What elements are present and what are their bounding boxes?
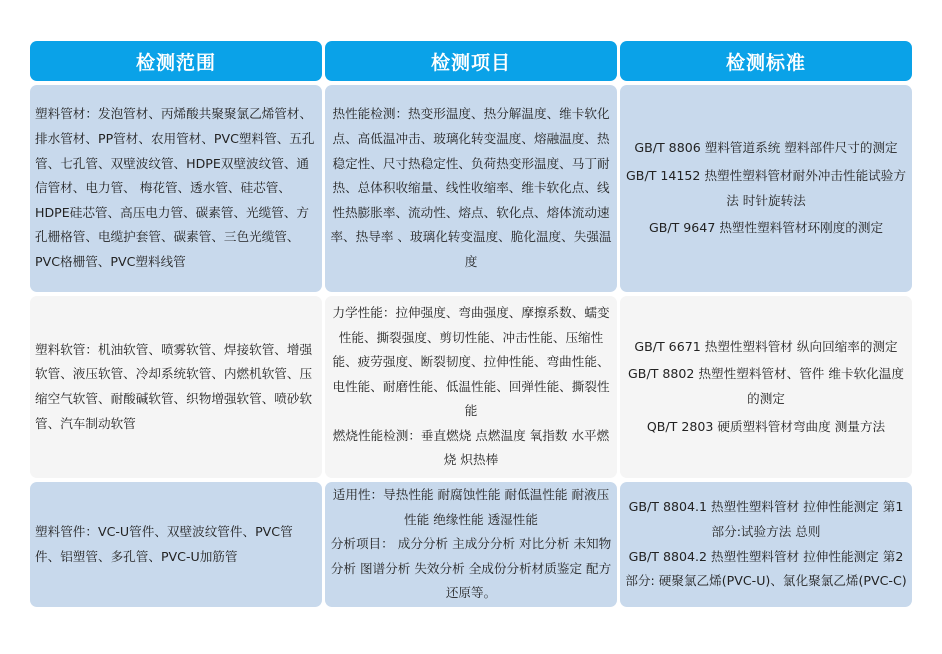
row2-scope-cell bbox=[30, 296, 322, 478]
row3-scope-cell bbox=[30, 482, 322, 607]
row3-item-1: 分析项目： 成分分析 主成分分析 对比分析 未知物分析 图谱分析 失效分析 全成份分析材质鉴定 配方还原等。 bbox=[330, 536, 612, 601]
row3-standard-1: GB/T 8804.2 热塑性塑料管材 拉伸性能测定 第2部分: 硬聚氯乙烯(PVC-U)、氯化聚氯乙烯(PVC-C) bbox=[625, 548, 907, 589]
row3-standards-cell bbox=[620, 482, 912, 607]
row1-standard-2: GB/T 9647 热塑性塑料管材环刚度的测定 bbox=[648, 220, 884, 236]
row2-standard-1: GB/T 8802 热塑性塑料管材、管件 维卡软化温度的测定 bbox=[628, 366, 904, 406]
header-scope: 检测范围 bbox=[30, 41, 322, 81]
row1-standard-1: GB/T 14152 热塑性塑料管材耐外冲击性能试验方法 时针旋转法 bbox=[626, 167, 906, 208]
row1-item-0: 热性能检测：热变形温度、热分解温度、维卡软化点、高低温冲击、玻璃化转变温度、熔融温度、热稳定性、尺寸热稳定性、负荷热变形温度、马丁耐热、总体积收缩量、线性收缩率、维卡软化点、线性热膨胀率、流动性、熔点、软化点、熔体流动速率、热导率 、玻璃化转变温度、脆化温度、失强温度 bbox=[330, 106, 612, 269]
row2-item-1: 燃烧性能检测：垂直燃烧 点燃温度 氧指数 水平燃烧 炽热棒 bbox=[332, 427, 610, 468]
row1-standard-0: GB/T 8806 塑料管道系统 塑料部件尺寸的测定 bbox=[634, 140, 898, 156]
row1-scope-cell bbox=[30, 85, 322, 292]
testing-table bbox=[30, 41, 912, 607]
header-items: 检测项目 bbox=[325, 41, 617, 81]
row3-item-0: 适用性：导热性能 耐腐蚀性能 耐低温性能 耐液压性能 绝缘性能 透湿性能 bbox=[332, 487, 610, 527]
row2-item-0: 力学性能：拉伸强度、弯曲强度、摩擦系数、蠕变性能、撕裂强度、剪切性能、冲击性能、压缩性能、疲劳强度、断裂韧度、拉伸性能、弯曲性能、电性能、耐磨性能、低温性能、回弹性能、撕裂性能 bbox=[332, 304, 610, 419]
row1-items-cell bbox=[325, 85, 617, 292]
row3-standard-0: GB/T 8804.1 热塑性塑料管材 拉伸性能测定 第1部分:试验方法 总则 bbox=[628, 499, 904, 539]
row3-scope-text: 塑料管件：VC-U管件、双壁波纹管件、PVC管件、铝塑管、多孔管、PVC-U加筋管 bbox=[35, 523, 293, 564]
row3-items-cell bbox=[325, 482, 617, 607]
row2-scope-text: 塑料软管：机油软管、喷雾软管、焊接软管、增强软管、液压软管、冷却系统软管、内燃机软管、压缩空气软管、耐酸碱软管、织物增强软管、喷砂软管、汽车制动软管 bbox=[35, 341, 313, 431]
row2-standard-2: QB/T 2803 硬质塑料管材弯曲度 测量方法 bbox=[646, 418, 886, 434]
row2-items-cell bbox=[325, 296, 617, 478]
row1-scope-text: 塑料管材：发泡管材、丙烯酸共聚聚氯乙烯管材、排水管材、PP管材、农用管材、PVC塑料管、五孔管、七孔管、双壁波纹管、HDPE双壁波纹管、通信管材、电力管、 梅花管、透水管、硅芯管、HDPE硅芯管、高压电力管、碳素管、光缆管、方孔栅格管、电缆护套管、碳素管、三色光缆管、PVC格栅管、PVC塑料线管 bbox=[35, 106, 315, 269]
header-standards: 检测标准 bbox=[620, 41, 912, 81]
row2-standard-0: GB/T 6671 热塑性塑料管材 纵向回缩率的测定 bbox=[634, 338, 898, 354]
row1-standards-cell bbox=[620, 85, 912, 292]
row2-standards-cell bbox=[620, 296, 912, 478]
